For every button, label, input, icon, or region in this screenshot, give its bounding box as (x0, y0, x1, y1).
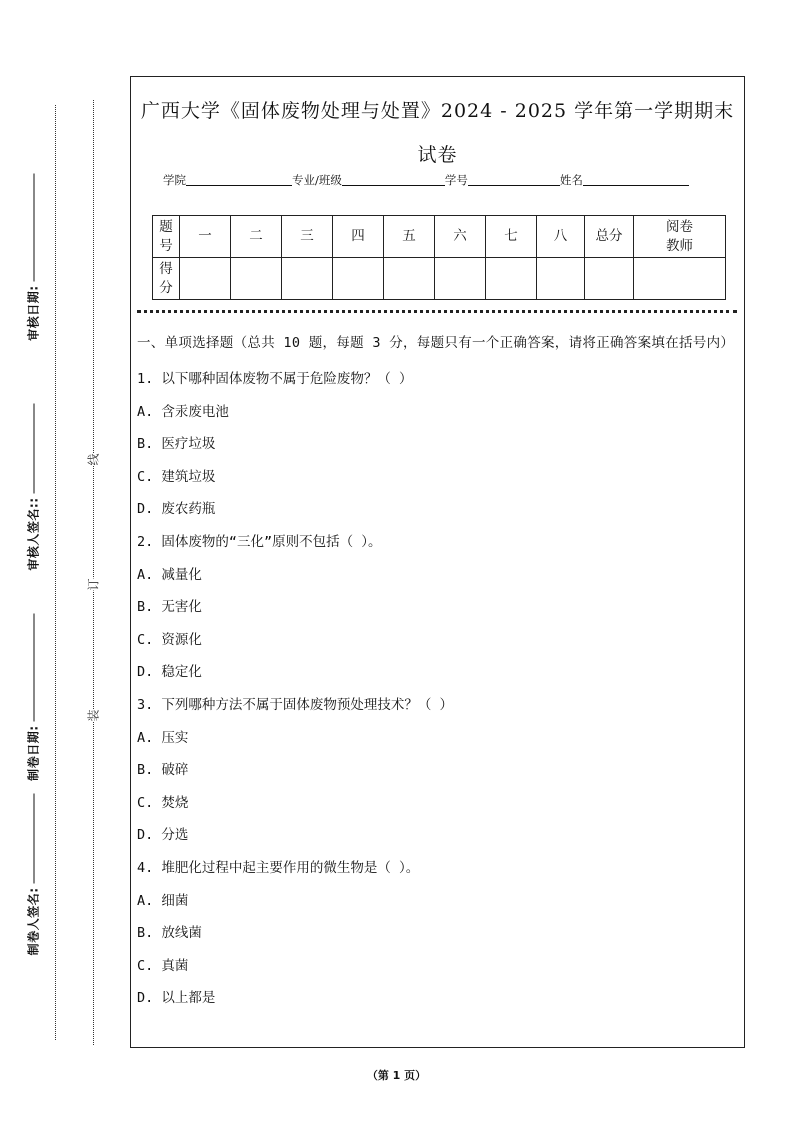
question-stem: 1. 以下哪种固体废物不属于危险废物？（ ） (137, 371, 413, 387)
column-total: 总分 (585, 216, 634, 258)
answer-option: B. 医疗垃圾 (137, 436, 216, 453)
answer-option: C. 建筑垃圾 (137, 468, 216, 485)
answer-option: C. 焚烧 (137, 794, 189, 811)
answer-option: B. 放线菌 (137, 925, 202, 942)
answer-option: A. 压实 (137, 729, 189, 746)
reviewer-column-b: 教师 (666, 237, 693, 254)
maker-signature-field (25, 794, 42, 964)
college-label: 学院 (163, 173, 186, 187)
make-date-label: 制卷日期: (26, 725, 41, 781)
question-number-label-b: 号 (159, 237, 173, 254)
question-stem: 3. 下列哪种方法不属于固体废物预处理技术？（ ） (137, 696, 454, 713)
score-cell[interactable] (435, 258, 486, 300)
student-id-label: 学号 (444, 173, 468, 187)
column-3: 三 (282, 216, 333, 258)
column-6: 六 (435, 216, 486, 258)
reviewer-signature-cell[interactable] (634, 258, 726, 300)
question-number-label-a: 题 (159, 218, 173, 235)
question-number-label (153, 216, 180, 258)
binding-char-xian: 线 (83, 453, 104, 465)
column-7: 七 (486, 216, 537, 258)
signature-dotted-line (55, 105, 56, 1040)
answer-option: A. 细菌 (137, 892, 189, 909)
answer-option: A. 含汞废电池 (137, 403, 229, 420)
exam-title-line2: 试卷 (417, 144, 458, 166)
question-stem: 2. 固体废物的“三化”原则不包括（ ）。 (137, 533, 382, 550)
binding-char-zhuang: 装 (83, 709, 104, 721)
maker-signature-label: 制卷人签名: (26, 887, 41, 956)
score-cell[interactable] (180, 258, 231, 300)
major-class-field[interactable] (342, 173, 445, 186)
column-8: 八 (537, 216, 585, 258)
exam-title (131, 89, 744, 177)
make-date-field (25, 614, 42, 784)
answer-option: A. 减量化 (137, 566, 202, 583)
reviewer-column (634, 216, 726, 258)
answer-option: D. 稳定化 (137, 664, 202, 681)
question-stem: 4. 堆肥化过程中起主要作用的微生物是（ ）。 (137, 859, 420, 876)
binding-margin (0, 0, 120, 1122)
student-id-field[interactable] (468, 173, 560, 186)
exam-frame (130, 76, 745, 1048)
question-block (137, 526, 737, 689)
score-cell-total[interactable] (585, 258, 634, 300)
major-class-label: 专业/班级 (292, 173, 342, 187)
section-heading: 一、单项选择题（总共 10 题，每题 3 分，每题只有一个正确答案，请将正确答案填在括号内） (137, 335, 735, 351)
answer-option: D. 分选 (137, 827, 189, 844)
reviewer-column-a: 阅卷 (666, 218, 693, 235)
name-label: 姓名 (559, 173, 583, 187)
binding-char-ding: 订 (83, 578, 104, 590)
exam-title-line1: 广西大学《固体废物处理与处置》2024 - 2025 学年第一学期期末 (140, 100, 735, 122)
binding-dotted-line (93, 100, 94, 1045)
score-label-a: 得 (159, 260, 173, 277)
score-cell[interactable] (282, 258, 333, 300)
column-4: 四 (333, 216, 384, 258)
answer-option: C. 资源化 (137, 631, 202, 648)
exam-content (137, 333, 737, 1015)
score-cell[interactable] (537, 258, 585, 300)
score-table (152, 215, 726, 300)
column-5: 五 (384, 216, 435, 258)
answer-option: D. 废农药瓶 (137, 501, 216, 518)
review-date-field (25, 174, 42, 344)
question-block (137, 852, 737, 1015)
answer-option: C. 真菌 (137, 957, 189, 974)
score-cell[interactable] (231, 258, 282, 300)
column-2: 二 (231, 216, 282, 258)
score-cell[interactable] (384, 258, 435, 300)
score-cell[interactable] (486, 258, 537, 300)
college-field[interactable] (186, 173, 292, 186)
score-table-score-row (153, 258, 726, 300)
score-label (153, 258, 180, 300)
score-cell[interactable] (333, 258, 384, 300)
section-divider (137, 310, 737, 313)
question-block (137, 689, 737, 852)
review-date-label: 审核日期: (26, 285, 41, 341)
answer-option: D. 以上都是 (137, 990, 216, 1007)
reviewer-signature-label: 审核人签名:: (26, 497, 41, 571)
answer-option: B. 破碎 (137, 762, 189, 779)
score-label-b: 分 (159, 279, 173, 296)
question-block (137, 363, 737, 526)
score-table-header-row (153, 216, 726, 258)
answer-option: B. 无害化 (137, 599, 202, 616)
name-field[interactable] (583, 173, 689, 186)
reviewer-signature-field (25, 404, 42, 574)
page-number: （第 1 页） (366, 1069, 427, 1082)
student-info-row (163, 172, 723, 188)
column-1: 一 (180, 216, 231, 258)
